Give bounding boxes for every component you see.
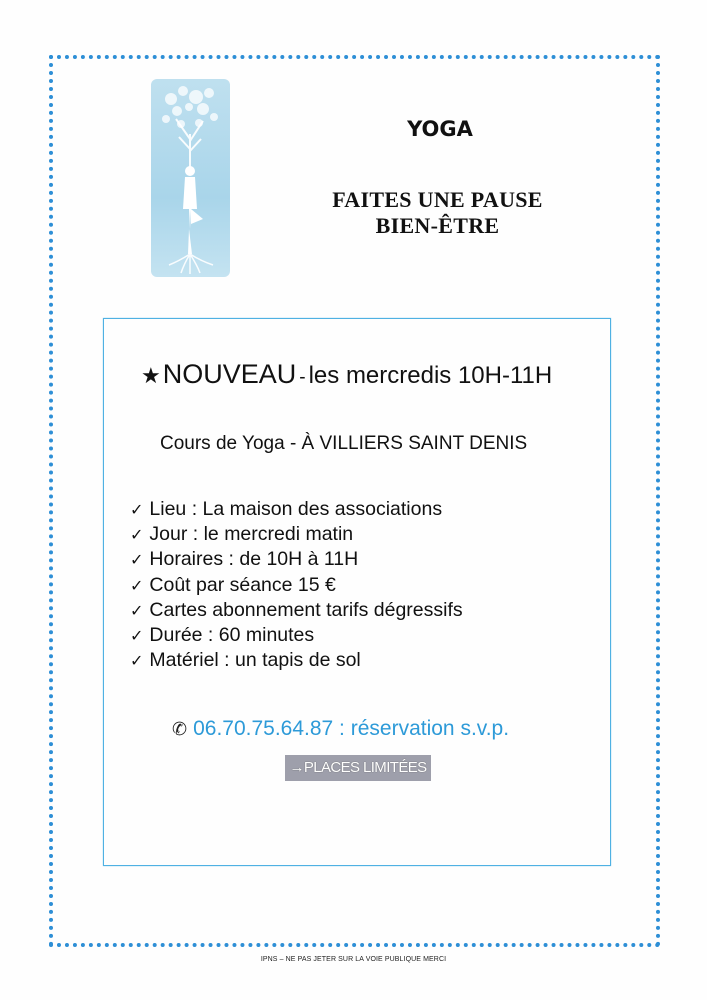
check-icon: ✓ bbox=[130, 500, 144, 519]
list-item-text: Matériel : un tapis de sol bbox=[149, 649, 361, 672]
announcement-separator: - bbox=[299, 367, 306, 388]
contact-text: 06.70.75.64.87 : réservation s.v.p. bbox=[193, 717, 510, 740]
check-icon: ✓ bbox=[130, 550, 144, 570]
check-icon: ✓ bbox=[130, 525, 144, 545]
list-item-text: Cartes abonnement tarifs dégressifs bbox=[149, 598, 463, 621]
footer-notice: IPNS – NE PAS JETER SUR LA VOIE PUBLIQUE MERCI bbox=[260, 956, 447, 963]
list-item bbox=[130, 547, 463, 572]
list-item bbox=[130, 648, 463, 673]
check-icon: ✓ bbox=[130, 626, 144, 646]
list-item bbox=[130, 497, 463, 522]
headline bbox=[300, 187, 575, 239]
list-item-text: Durée : 60 minutes bbox=[149, 624, 315, 647]
places-limitees-badge: →PLACES LIMITÉES bbox=[285, 755, 431, 781]
announcement-schedule: les mercredis 10H-11H bbox=[308, 362, 553, 389]
check-icon: ✓ bbox=[130, 600, 144, 620]
list-item bbox=[130, 598, 463, 623]
star-icon: ★ bbox=[141, 364, 161, 389]
nouveau-label: NOUVEAU bbox=[162, 359, 297, 389]
list-item bbox=[130, 573, 463, 598]
list-item-text: Jour : le mercredi matin bbox=[149, 523, 354, 546]
list-item-text: Horaires : de 10H à 11H bbox=[149, 548, 359, 571]
check-icon: ✓ bbox=[130, 575, 144, 595]
yoga-tree-logo bbox=[151, 79, 230, 277]
phone-icon: ✆ bbox=[172, 719, 188, 740]
announcement-line bbox=[141, 359, 591, 390]
contact-line bbox=[172, 717, 509, 741]
page-title: YOGA bbox=[407, 117, 473, 141]
check-icon: ✓ bbox=[130, 651, 144, 671]
headline-line-1: FAITES UNE PAUSE bbox=[332, 187, 543, 212]
list-item-text: Coût par séance 15 € bbox=[149, 573, 336, 596]
details-list bbox=[130, 497, 463, 673]
list-item bbox=[130, 623, 463, 648]
course-location: Cours de Yoga - À VILLIERS SAINT DENIS bbox=[160, 433, 528, 454]
list-item bbox=[130, 522, 463, 547]
list-item-text: Lieu : La maison des associations bbox=[149, 498, 443, 520]
headline-line-2: BIEN-ÊTRE bbox=[375, 213, 500, 238]
